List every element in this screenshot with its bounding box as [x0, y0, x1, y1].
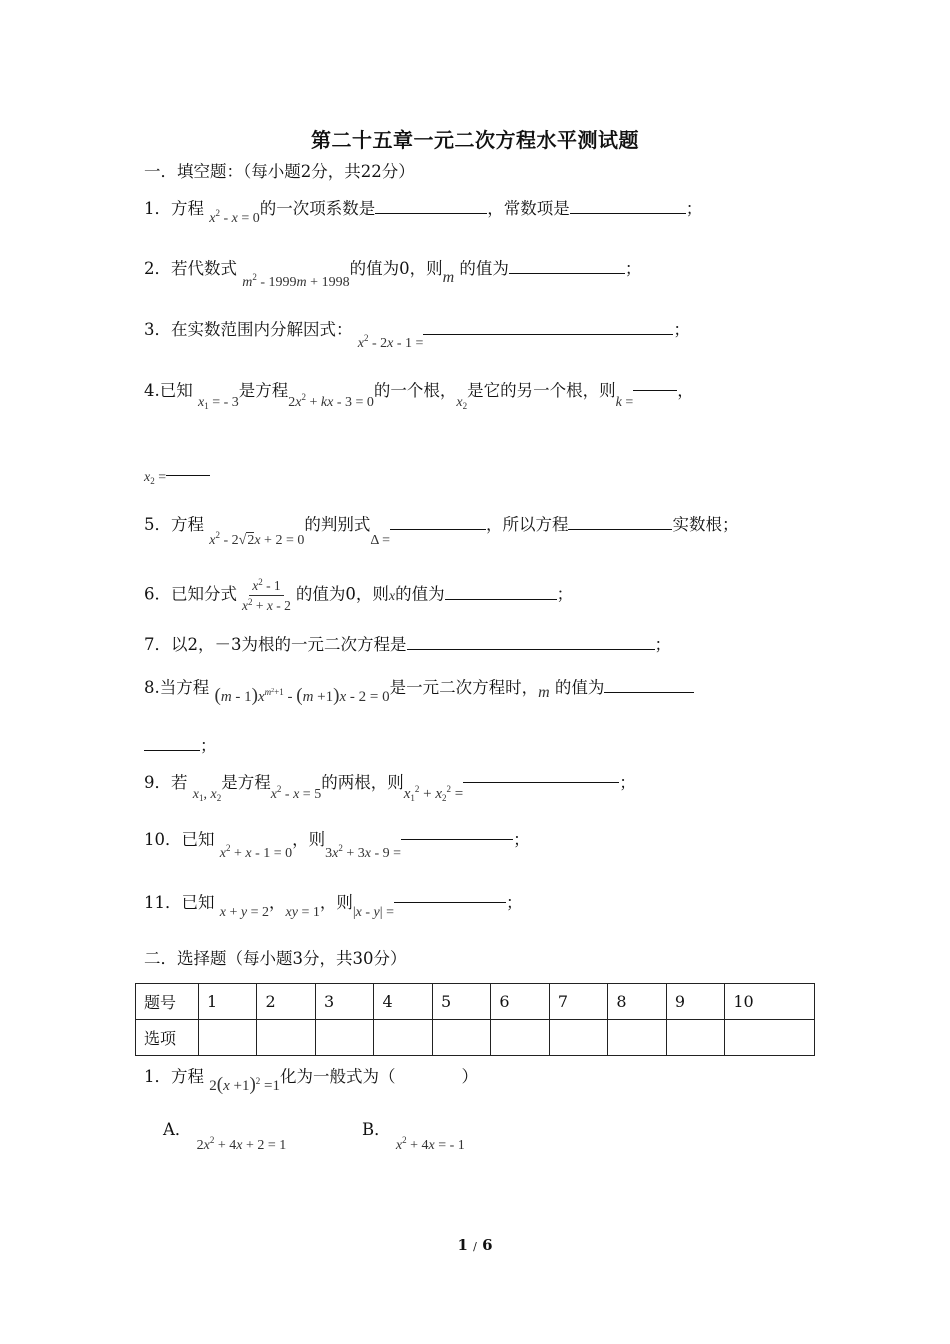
table-cell: 4	[374, 984, 432, 1020]
answer-cell[interactable]	[608, 1020, 666, 1056]
q10-expression: 3x2 + 3x - 9 =	[325, 843, 402, 861]
answer-cell[interactable]	[666, 1020, 724, 1056]
q3-expression: x2 - 2x - 1 =	[357, 333, 424, 351]
table-cell: 8	[608, 984, 666, 1020]
answer-blank[interactable]	[423, 333, 673, 335]
q8-equation: $(m - 1)x^{m^2+1} - (m +1)x - 2 = 0$	[214, 685, 390, 706]
answer-cell[interactable]	[199, 1020, 257, 1056]
q11-product: xy = 1	[285, 905, 320, 920]
table-cell: 1	[199, 984, 257, 1020]
q11-abs: |x - y| =	[352, 905, 394, 920]
answer-blank[interactable]	[568, 528, 672, 530]
question-10: 10．已知 $_{x^2 + x - 1 = 0}$，则$_{3x^2 + 3x - 9 =}$；	[144, 830, 530, 861]
table-cell: 6	[491, 984, 549, 1020]
q4-root: x1 = - 3	[198, 395, 239, 411]
question-3: 3．在实数范围内分解因式： $_{x^2 - 2x - 1 =}$；	[144, 320, 690, 351]
q10-equation: x2 + x - 1 = 0	[219, 843, 293, 861]
answer-cell[interactable]	[432, 1020, 490, 1056]
section-choice-header: 二．选择题（每小题3分，共30分）	[144, 949, 407, 968]
page-number: 1 / 6	[457, 1236, 493, 1254]
answer-cell[interactable]	[549, 1020, 607, 1056]
question-5: 5．方程 $_{x^2 - 2√2x + 2 = 0}$的判别式$_{\Delta =}$，所以方程 实数根；	[144, 515, 739, 548]
q9-equation: x2 - x = 5	[270, 784, 322, 802]
choice-option-b[interactable]: B． $_{x^2 + 4x = - 1}$	[362, 1120, 465, 1153]
answer-blank[interactable]	[463, 782, 619, 783]
answer-blank[interactable]	[633, 390, 677, 391]
q2-expression: m2 - 1999m + 1998	[242, 272, 350, 290]
question-4-continued	[144, 468, 210, 485]
section-fill-in-header: 一．填空题：（每小题2分，共22分）	[144, 162, 415, 181]
question-1: 1．方程 $_{x^2 - x = 0}$的一次项系数是 ，常数项是 ；	[144, 199, 703, 226]
option-a-equation: 2x2 + 4x + 2 = 1	[196, 1135, 287, 1153]
answer-table	[135, 983, 815, 1056]
option-b-equation: x2 + 4x = - 1	[395, 1135, 465, 1153]
question-4: 4.已知 $_{x_1 = - 3}$是方程$_{2x^2 + kx - 3 = 0}$的一个根，$_{x_2}$是它的另一个根，则$_{k =}$，	[144, 381, 694, 411]
answer-cell[interactable]	[315, 1020, 373, 1056]
q4-other-root: x2	[456, 395, 468, 411]
table-cell: 2	[257, 984, 315, 1020]
q4-equation: 2x2 + kx - 3 = 0	[288, 392, 374, 410]
question-9: 9．若 $_{x_1, x_2}$是方程$_{x^2 - x = 5}$的两根，则$x_1^2 + x_2^2$ =；	[144, 773, 636, 803]
table-row	[136, 1020, 815, 1056]
table-row	[136, 984, 815, 1020]
q6-fraction: $\frac{x^2 - 1}{x^2 + x - 2}$	[242, 577, 291, 613]
answer-blank[interactable]	[570, 212, 686, 214]
answer-blank[interactable]	[604, 691, 694, 693]
c1-equation: $2(x +1)^2 =1$	[209, 1074, 281, 1095]
answer-cell[interactable]	[257, 1020, 315, 1056]
answer-blank[interactable]	[401, 839, 513, 840]
table-cell: 7	[549, 984, 607, 1020]
question-11: 11．已知 $_{x + y = 2}$，$_{xy = 1}$，则$_{|x - y| =}$；	[144, 893, 523, 920]
answer-cell[interactable]	[725, 1020, 815, 1056]
q9-expression: $x_1^2 + x_2^2$ =	[403, 784, 464, 803]
table-cell: 10	[725, 984, 815, 1020]
answer-blank[interactable]	[509, 272, 625, 274]
q9-roots: x1, x2	[192, 787, 222, 803]
question-2: 2．若代数式 $_{m^2 - 1999m + 1998}$的值为0，则m 的值为 ；	[144, 259, 642, 290]
answer-blank[interactable]	[394, 902, 506, 903]
answer-blank[interactable]	[407, 648, 655, 650]
answer-blank[interactable]	[166, 475, 210, 476]
question-8: 8.当方程 $(m - 1)x^{m^2+1} - (m +1)x - 2 = 0$是一元二次方程时，m 的值为	[144, 678, 694, 697]
answer-blank[interactable]	[390, 528, 486, 530]
question-6: 6．已知分式 $\frac{x^2 - 1}{x^2 + x - 2}$ 的值为0，则x的值为 ；	[144, 577, 574, 613]
table-cell: 9	[666, 984, 724, 1020]
choice-question-1: 1．方程 $2(x +1)^2 =1$化为一般式为（ ）	[144, 1067, 479, 1095]
q2-variable: m	[442, 269, 455, 286]
table-cell: 3	[315, 984, 373, 1020]
choice-option-a[interactable]: A． $_{2x^2 + 4x + 2 = 1}$	[163, 1120, 287, 1153]
answer-cell[interactable]	[374, 1020, 432, 1056]
page-title: 第二十五章一元二次方程水平测试题	[311, 128, 639, 152]
q6-variable: x	[388, 588, 396, 604]
q4-k: k =	[615, 395, 634, 410]
q1-equation: x2 - x = 0	[209, 208, 260, 226]
question-8-continued: ；	[144, 738, 217, 755]
answer-cell[interactable]	[491, 1020, 549, 1056]
table-row-label: 题号	[136, 984, 199, 1020]
q5-discriminant: Δ =	[370, 533, 390, 548]
answer-blank[interactable]	[375, 212, 487, 214]
question-7: 7．以2，－3为根的一元二次方程是 ；	[144, 635, 671, 654]
answer-blank[interactable]	[144, 749, 200, 751]
table-cell: 5	[432, 984, 490, 1020]
q11-sum: x + y = 2	[219, 905, 269, 920]
table-row-label: 选项	[136, 1020, 199, 1056]
q5-equation: x2 - 2√2x + 2 = 0	[209, 530, 305, 548]
answer-blank[interactable]	[445, 598, 557, 600]
q4-x2: $x_2$ =	[144, 470, 167, 486]
q8-variable: m	[538, 684, 550, 701]
